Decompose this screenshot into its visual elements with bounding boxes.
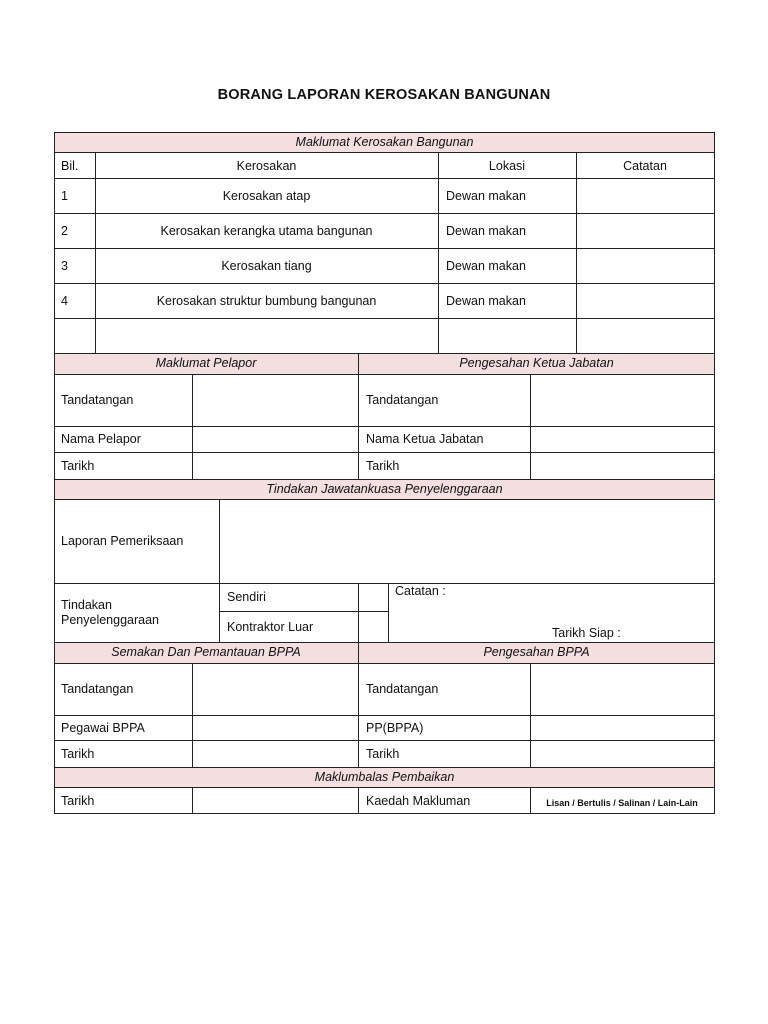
row-2-bil: 2	[61, 224, 68, 238]
row-3-lokasi: Dewan makan	[446, 259, 526, 273]
section-header-maklumbalas: Maklumbalas Pembaikan	[314, 770, 455, 784]
col-rule	[192, 374, 193, 479]
row-4-lokasi: Dewan makan	[446, 294, 526, 308]
pp-tarikh-label: Tarikh	[366, 747, 400, 761]
rule	[54, 248, 715, 249]
col-rule	[192, 787, 193, 814]
col-header-lokasi: Lokasi	[488, 159, 526, 173]
row-1-lokasi: Dewan makan	[446, 189, 526, 203]
rule	[54, 642, 715, 643]
ketua-nama-label: Nama Ketua Jabatan	[366, 432, 484, 446]
col-rule	[358, 353, 359, 479]
section-header-tindakan: Tindakan Jawatankuasa Penyelenggaraan	[266, 482, 503, 496]
col-header-kerosakan: Kerosakan	[236, 159, 297, 173]
col-rule	[388, 583, 389, 642]
rule	[54, 374, 715, 375]
rule	[54, 213, 715, 214]
bppa-pegawai-label: Pegawai BPPA	[61, 721, 145, 735]
row-3-kerosakan: Kerosakan tiang	[221, 259, 312, 273]
rule	[54, 178, 715, 179]
option-kontraktor-label: Kontraktor Luar	[227, 620, 314, 634]
border-left	[54, 132, 55, 814]
row-2-lokasi: Dewan makan	[446, 224, 526, 238]
laporan-pemeriksaan-label: Laporan Pemeriksaan	[61, 534, 184, 548]
tindakan-label-line2: Penyelenggaraan	[61, 613, 159, 627]
kaedah-makluman-label: Kaedah Makluman	[366, 794, 471, 808]
col-rule	[438, 152, 439, 353]
rule	[54, 767, 715, 768]
col-header-bil: Bil.	[61, 159, 79, 173]
section-header-bppa-pengesahan: Pengesahan BPPA	[483, 645, 590, 659]
section-header-bppa-semakan: Semakan Dan Pemantauan BPPA	[111, 645, 301, 659]
row-3-bil: 3	[61, 259, 68, 273]
rule	[54, 479, 715, 480]
option-kontraktor-checkbox[interactable]	[359, 612, 388, 642]
row-2-catatan[interactable]	[584, 224, 708, 238]
rule	[54, 353, 715, 354]
pelapor-nama-label: Nama Pelapor	[61, 432, 141, 446]
border-bottom	[54, 813, 715, 814]
col-rule	[95, 152, 96, 353]
col-rule	[219, 499, 220, 642]
rule	[54, 715, 715, 716]
col-rule	[192, 663, 193, 767]
col-rule	[576, 152, 577, 353]
section-header-ketua-jabatan: Pengesahan Ketua Jabatan	[459, 356, 614, 370]
rule	[54, 152, 715, 153]
damage-report-form	[54, 132, 715, 814]
row-2-kerosakan: Kerosakan kerangka utama bangunan	[160, 224, 373, 238]
pelapor-tandatangan-label: Tandatangan	[61, 393, 134, 407]
row-1-catatan[interactable]	[584, 189, 708, 203]
bppa-tarikh-label: Tarikh	[61, 747, 95, 761]
ketua-tarikh-label: Tarikh	[366, 459, 400, 473]
section-header-kerosakan: Maklumat Kerosakan Bangunan	[295, 135, 474, 149]
tarikh-siap-label: Tarikh Siap :	[552, 626, 621, 640]
rule	[54, 452, 715, 453]
rule	[54, 663, 715, 664]
rule	[54, 787, 715, 788]
row-1-kerosakan: Kerosakan atap	[222, 189, 311, 203]
col-rule	[530, 663, 531, 767]
catatan-label: Catatan :	[395, 584, 446, 598]
col-rule	[530, 374, 531, 479]
row-4-bil: 4	[61, 294, 68, 308]
option-sendiri-checkbox[interactable]	[359, 584, 388, 611]
border-top	[54, 132, 715, 133]
rule	[54, 426, 715, 427]
maklumbalas-tarikh-label: Tarikh	[61, 794, 95, 808]
option-sendiri-label: Sendiri	[227, 590, 266, 604]
row-4-kerosakan: Kerosakan struktur bumbung bangunan	[156, 294, 377, 308]
pelapor-tarikh-label: Tarikh	[61, 459, 95, 473]
row-4-catatan[interactable]	[584, 294, 708, 308]
bppa-tandatangan-label: Tandatangan	[61, 682, 134, 696]
tindakan-label-line1: Tindakan	[61, 598, 112, 612]
border-right	[714, 132, 715, 814]
rule	[54, 740, 715, 741]
pp-tandatangan-label: Tandatangan	[366, 682, 439, 696]
kaedah-options: Lisan / Bertulis / Salinan / Lain-Lain	[546, 798, 698, 808]
rule	[54, 318, 715, 319]
rule	[54, 499, 715, 500]
col-rule	[358, 787, 359, 814]
row-1-bil: 1	[61, 189, 68, 203]
col-header-catatan: Catatan	[623, 159, 667, 173]
rule	[54, 283, 715, 284]
col-rule	[358, 642, 359, 767]
row-3-catatan[interactable]	[584, 259, 708, 273]
pp-bppa-label: PP(BPPA)	[366, 721, 424, 735]
form-title: BORANG LAPORAN KEROSAKAN BANGUNAN	[217, 87, 551, 103]
ketua-tandatangan-label: Tandatangan	[366, 393, 439, 407]
section-header-pelapor: Maklumat Pelapor	[155, 356, 257, 370]
